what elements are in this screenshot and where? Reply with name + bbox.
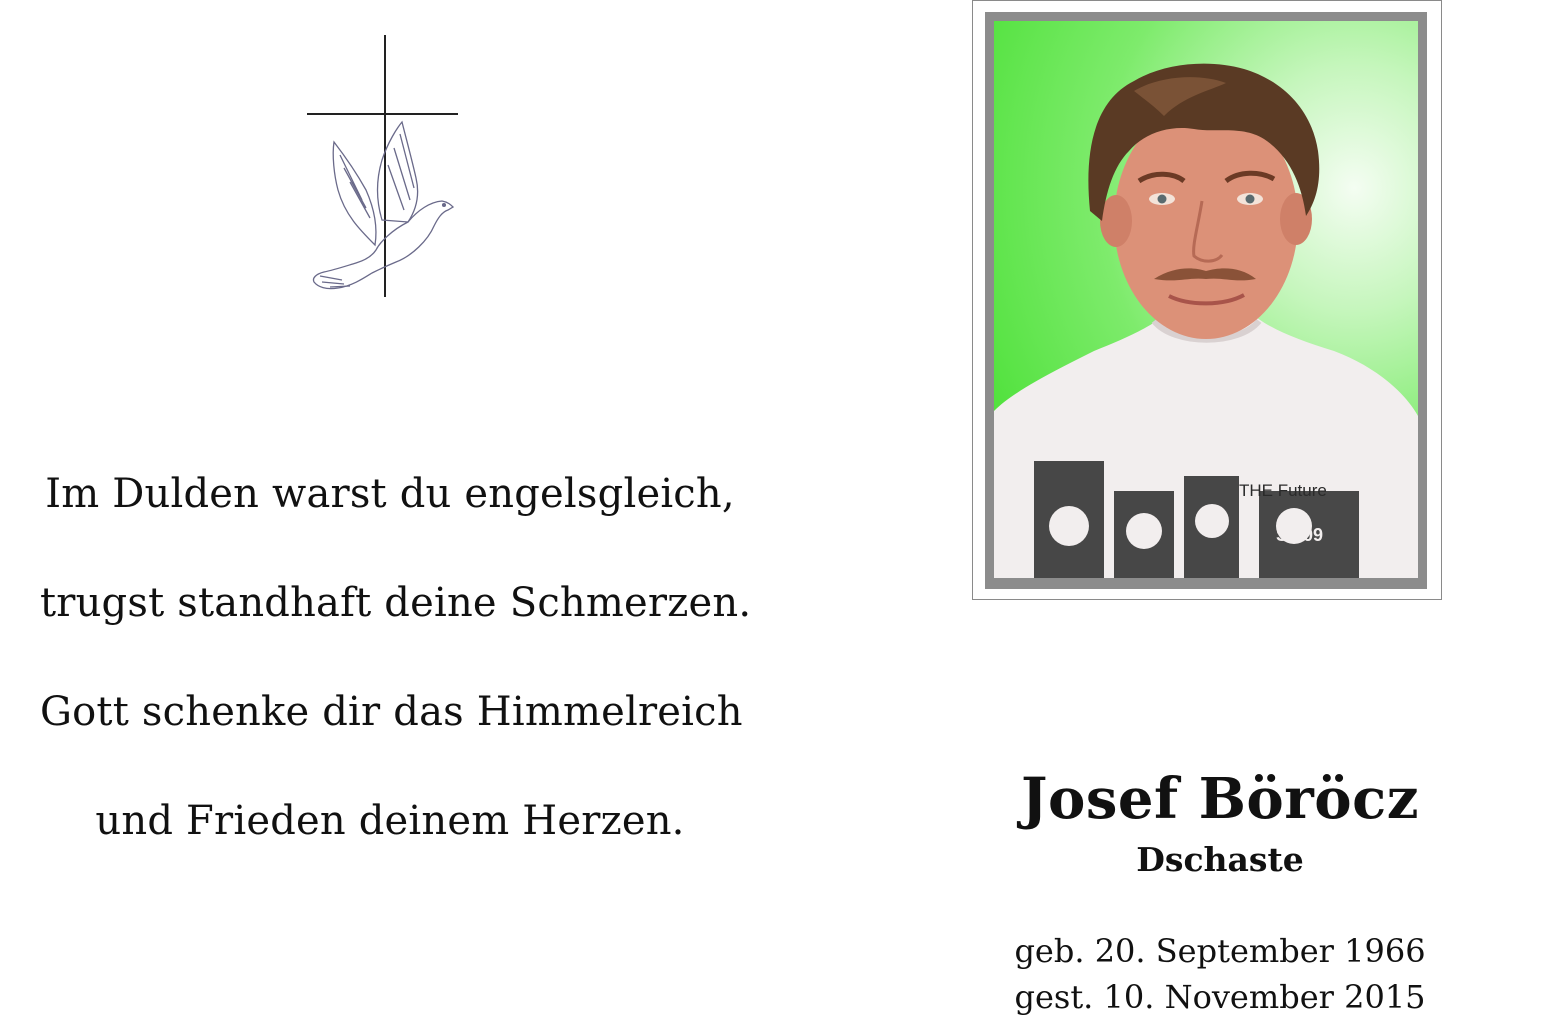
deceased-name: Josef Böröcz [1020,766,1420,832]
name-block [980,760,1460,882]
death-date: gest. 10. November 2015 [1014,978,1426,1016]
portrait-photo [994,21,1418,578]
portrait-frame [972,0,1442,600]
shirt-print-text-2: SM09 [1276,525,1324,545]
poem-line-3: Gott schenke dir das Himmelreich [40,689,743,735]
portrait-mat [985,12,1427,589]
poem [40,440,752,876]
deceased-nickname: Dschaste [1136,840,1304,879]
poem-line-2: trugst standhaft deine Schmerzen. [40,580,752,626]
shirt-print-text-1: THE Future [1239,481,1327,500]
poem-line-4: und Frieden deinem Herzen. [95,798,685,844]
life-dates [980,928,1460,1020]
cross-with-dove-icon [300,30,470,305]
birth-date: geb. 20. September 1966 [1014,932,1426,970]
poem-line-1: Im Dulden warst du engelsgleich, [45,471,735,517]
